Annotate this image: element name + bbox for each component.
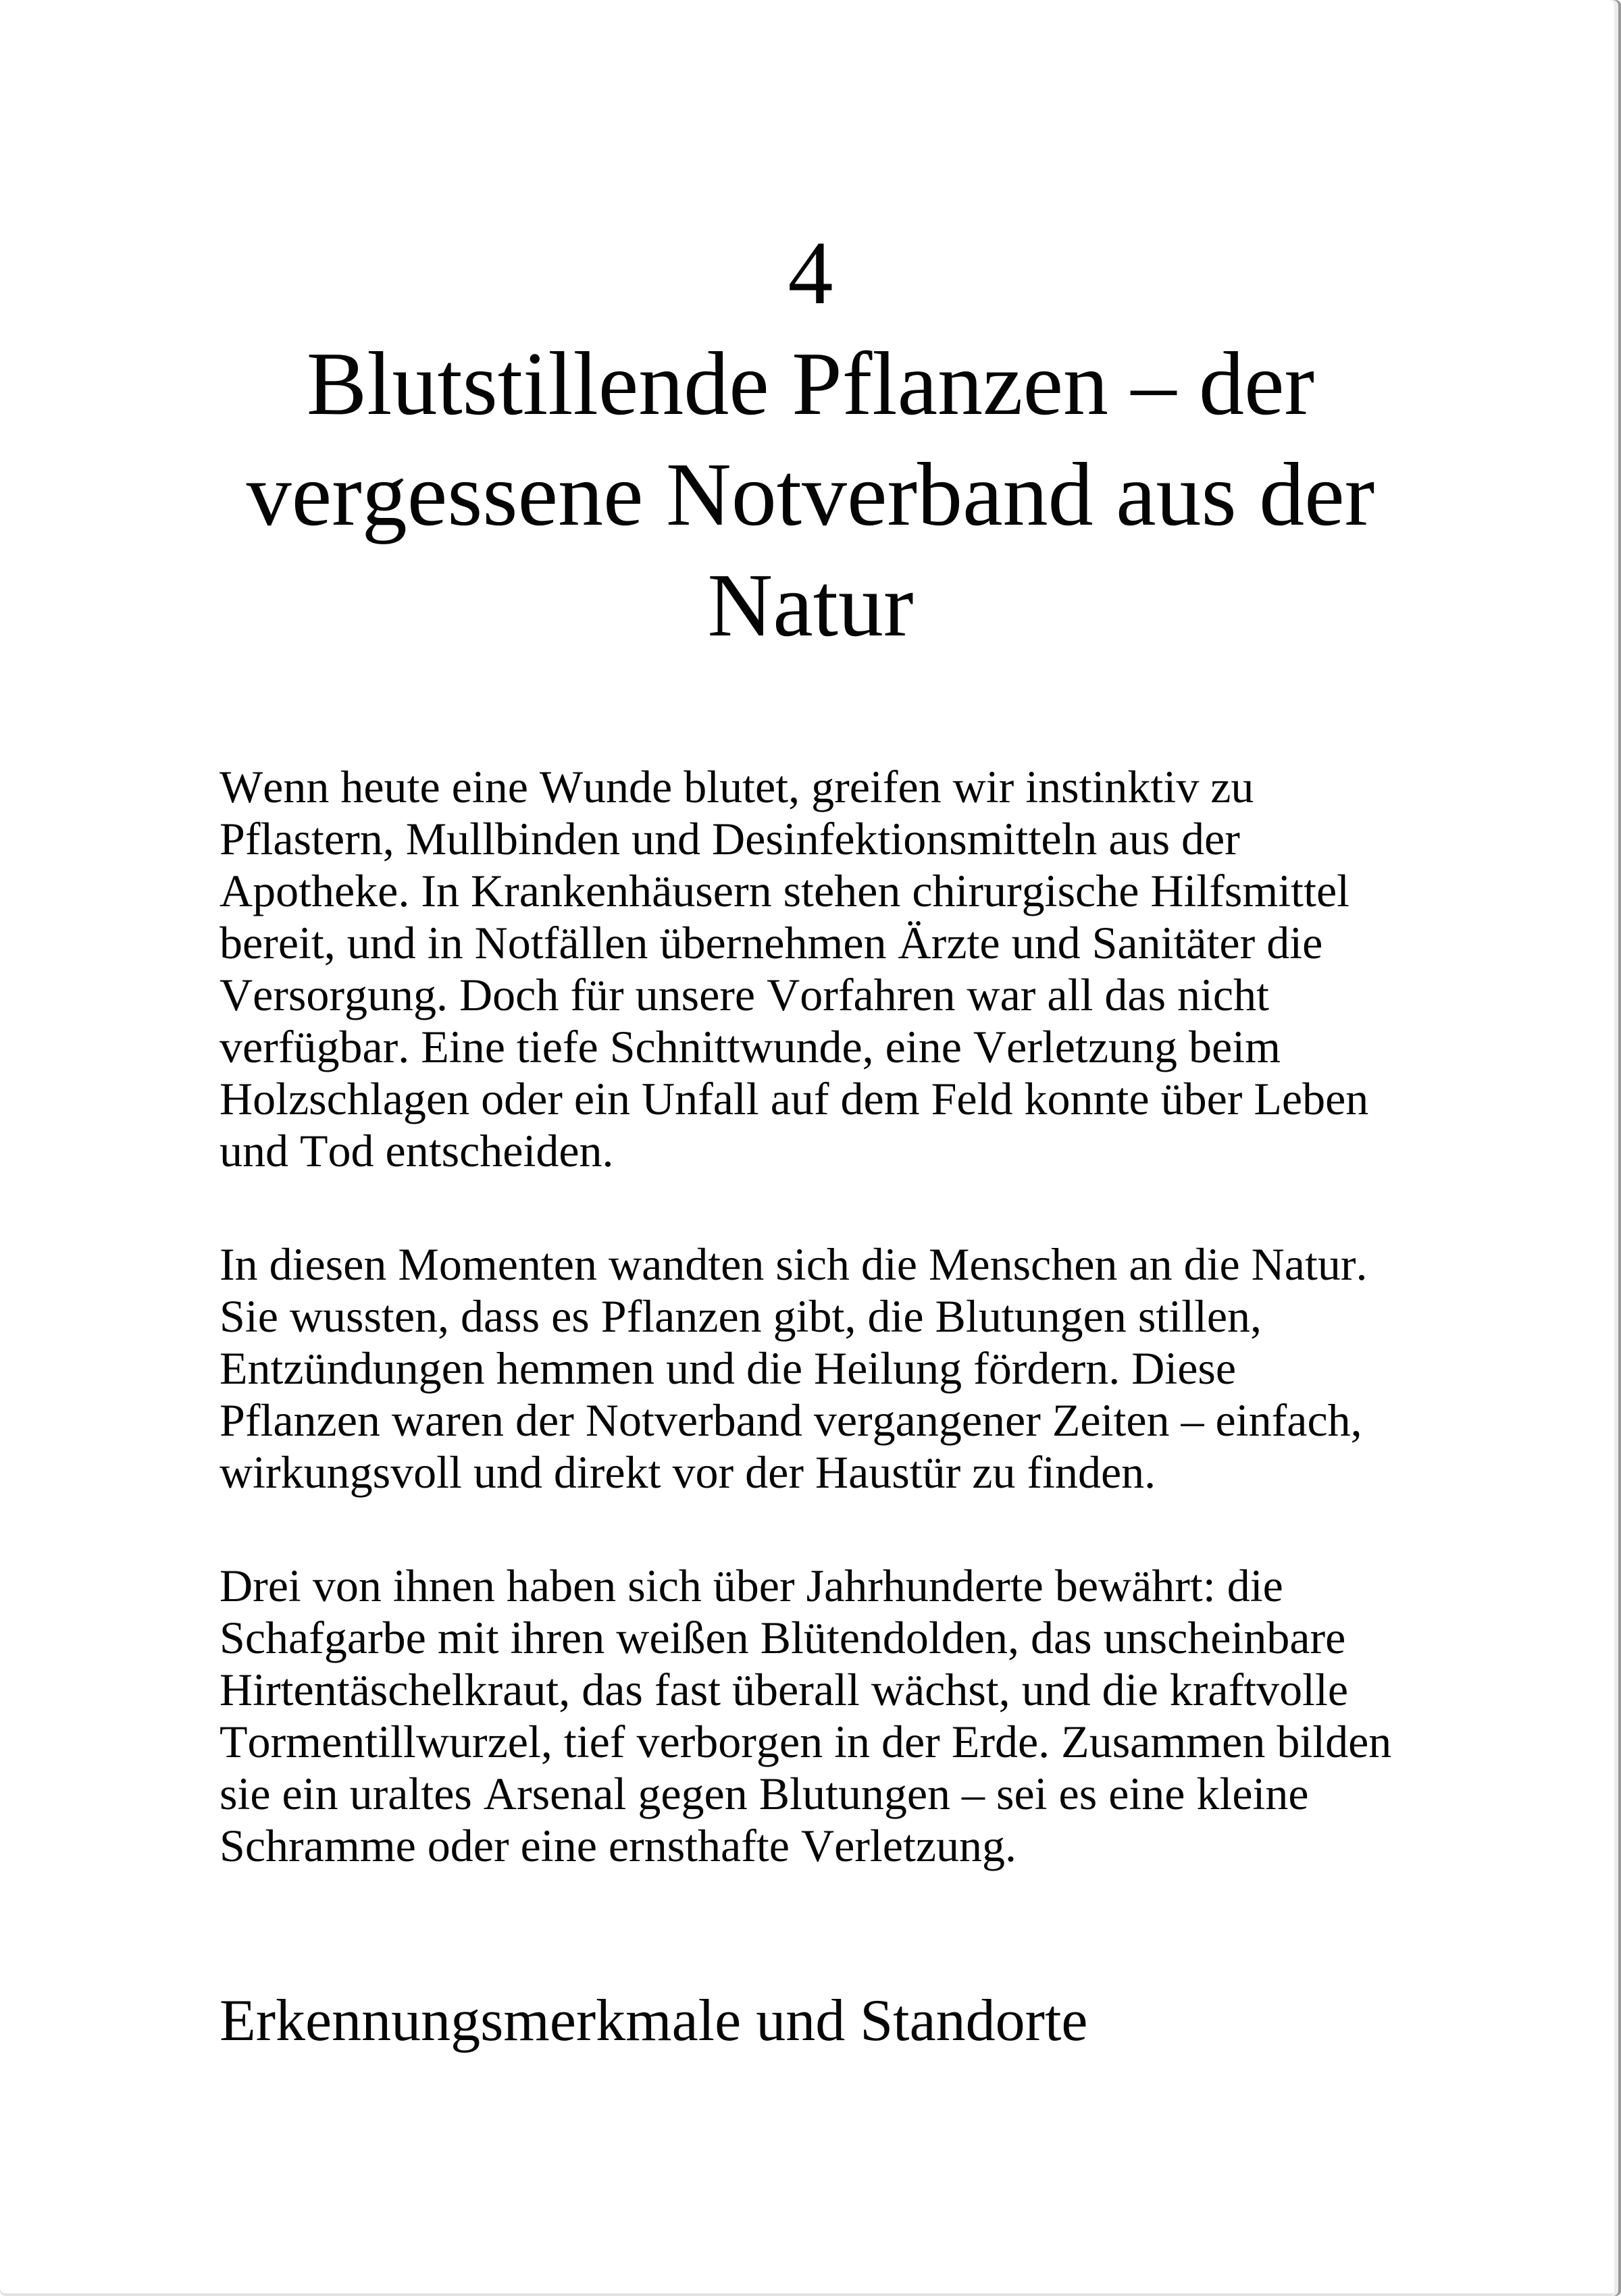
paragraph-intro: Wenn heute eine Wunde blutet, greifen wir instinktiv zu Pflastern, Mullbinden und Desinfektionsmitteln aus der Apotheke. In Krankenhäusern stehen chirurgische Hilfsmittel bereit, und in Notfällen übernehmen Ärzte und Sanitäter die Versorgung. Doch für unsere Vorfahren war all das nicht verfügbar. Eine tiefe Schnittwunde, eine Verletzung beim Holzschlagen oder ein Unfall auf dem Feld konnte über Leben und Tod entscheiden. [220,761,1369,1176]
section-heading: Erkennungsmerkmale und Standorte [220,1988,1088,2054]
paragraph-nature: In diesen Momenten wandten sich die Menschen an die Natur. Sie wussten, dass es Pflanzen gibt, die Blutungen stillen, Entzündungen hemmen und die Heilung fördern. Diese Pflanzen waren der Notverband vergangener Zeiten – einfach, wirkungsvoll und direkt vor der Haustür zu finden. [220,1238,1368,1498]
chapter-header [220,0,1401,660]
chapter-title: Blutstillende Pflanzen – der vergessene Notverband aus der Natur [246,334,1375,655]
paragraph-three-plants: Drei von ihnen haben sich über Jahrhunderte bewährt: die Schafgarbe mit ihren weißen Blütendolden, das unscheinbare Hirtentäschelkraut, das fast überall wächst, und die kraftvolle Tormentillwurzel, tief verborgen in der Erde. Zusammen bilden sie ein uraltes Arsenal gegen Blutungen – sei es eine kleine Schramme oder eine ernsthafte Verletzung. [220,1560,1392,1871]
chapter-number: 4 [788,223,833,323]
chapter-body [220,761,1401,2058]
